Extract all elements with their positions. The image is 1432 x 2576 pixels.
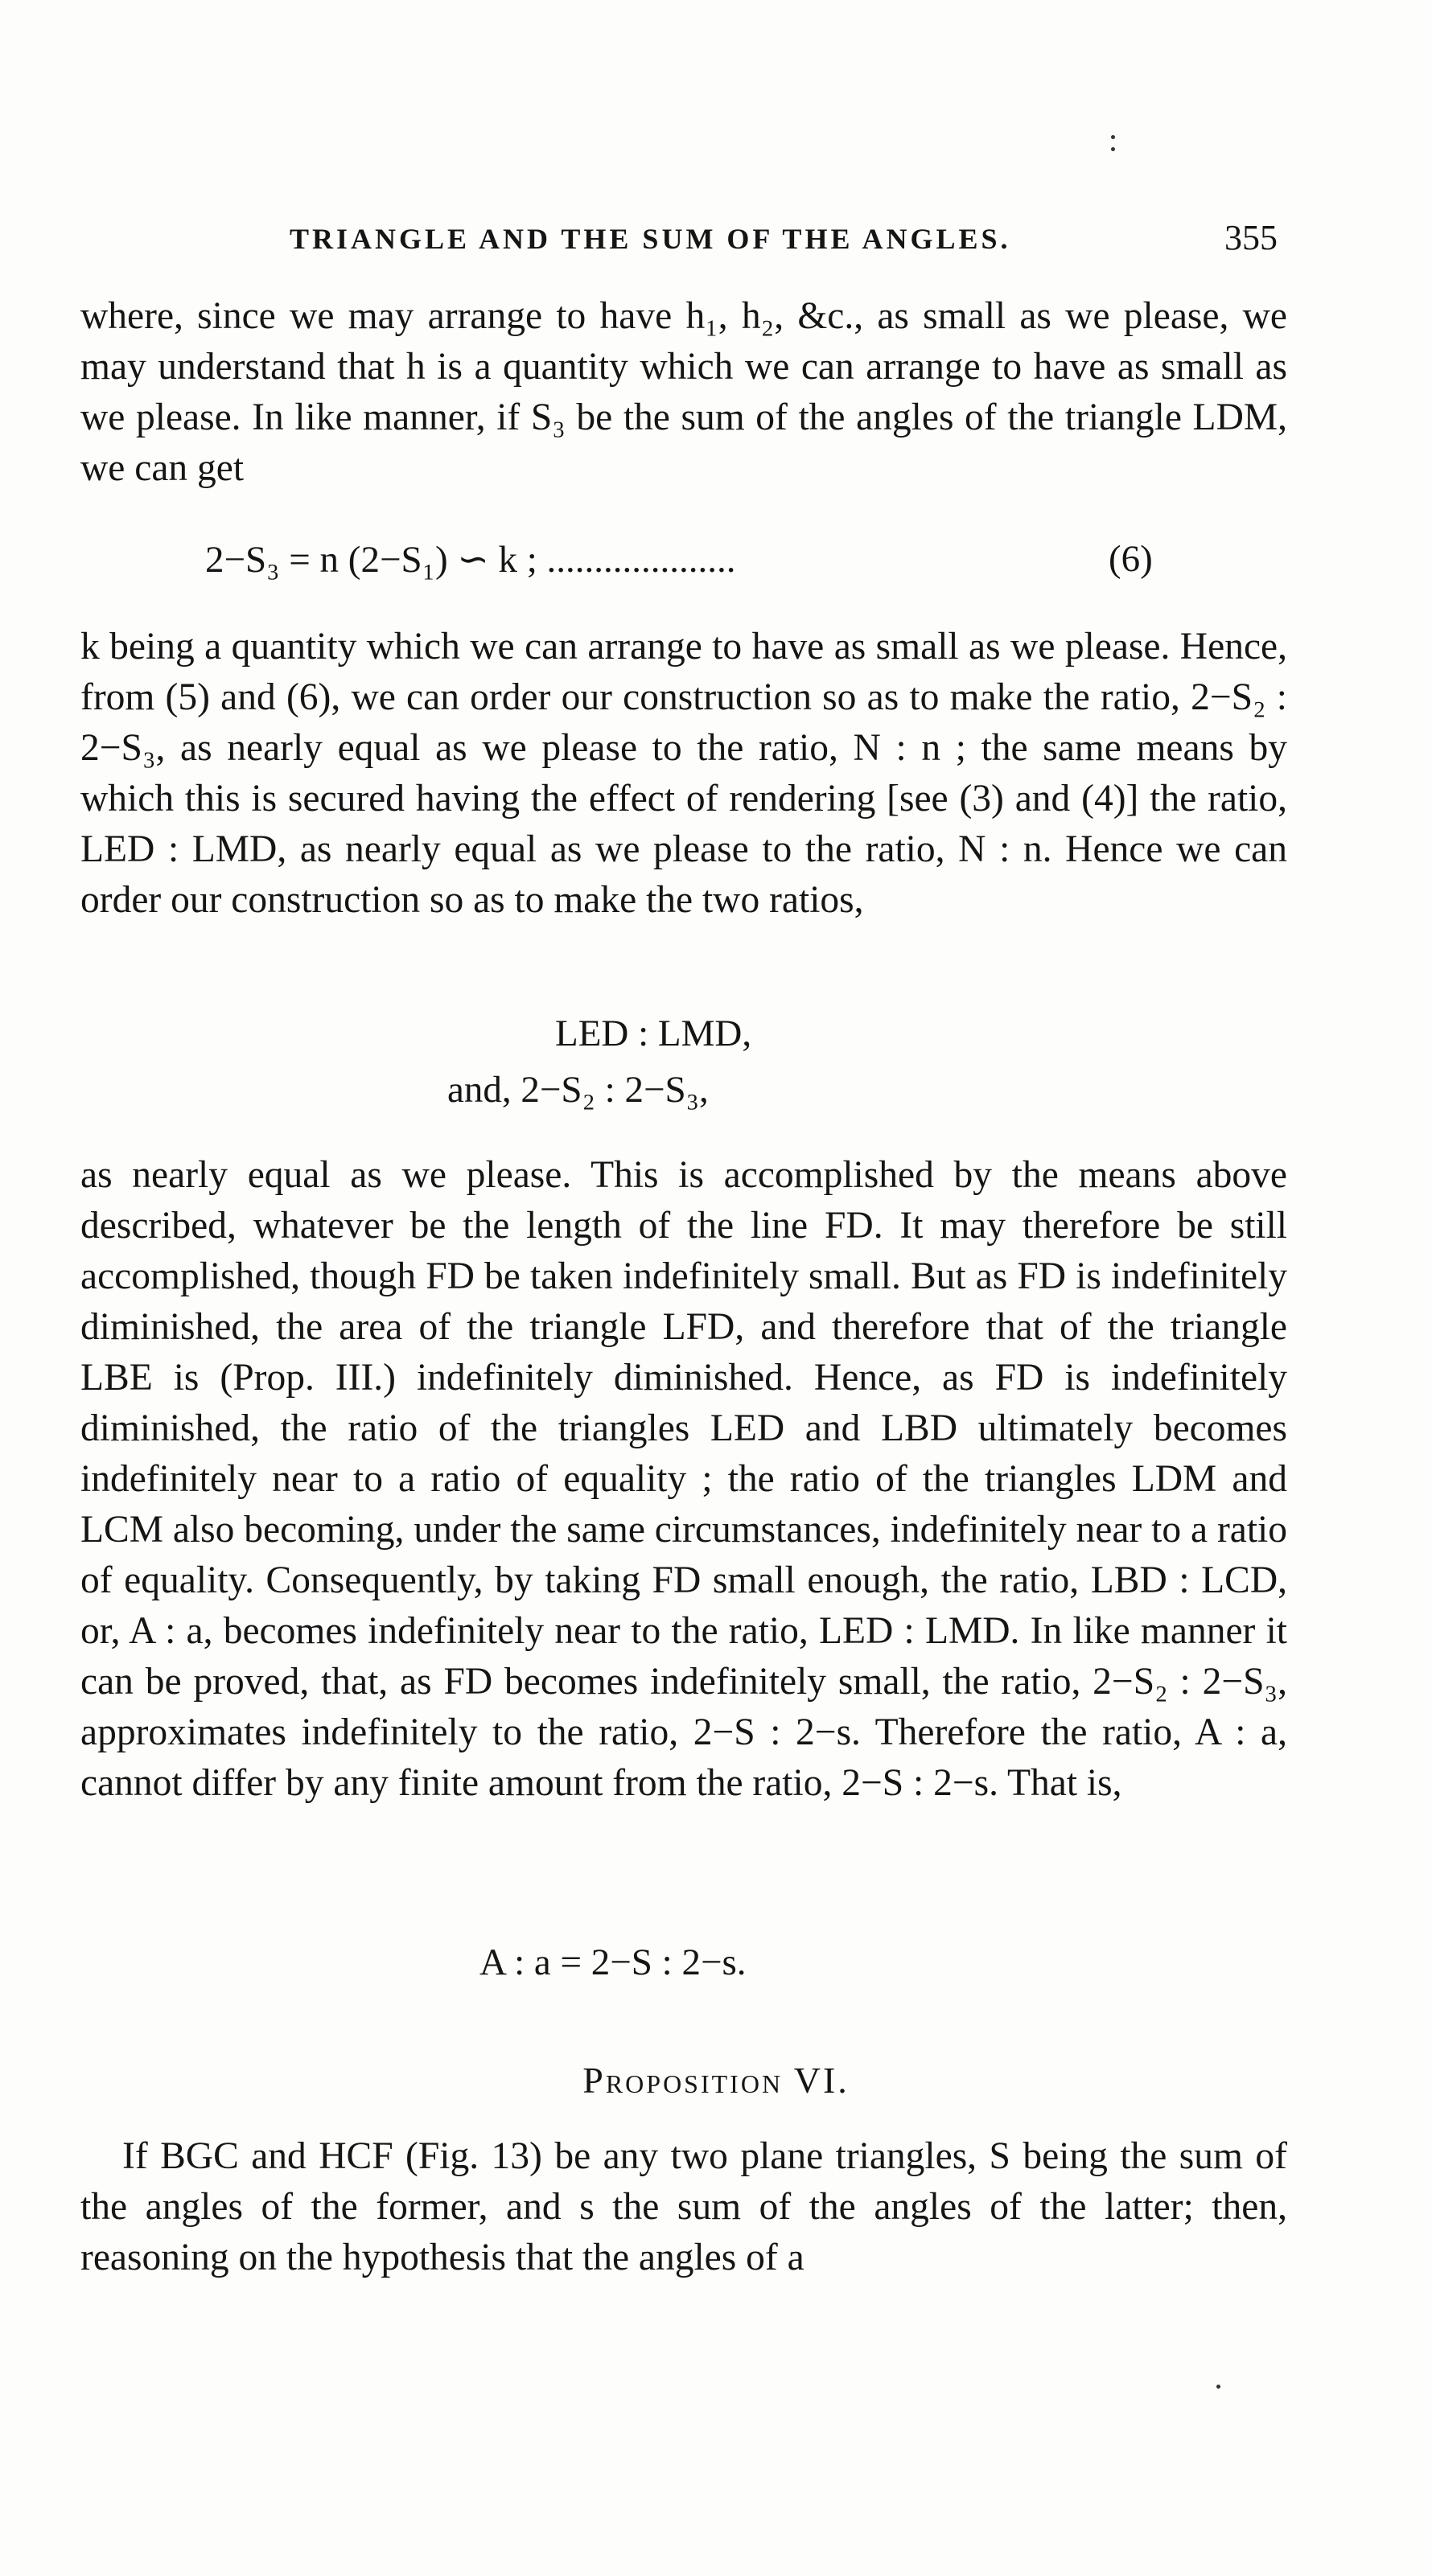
paragraph-3-text: as nearly equal as we please. This is accomplished by the means above described, whatever be the length of the line FD. It may therefore be still accomplished, though FD be taken indefinitely small. But as FD is indefinitely diminished, the area of the triangle LFD, and therefore that of the triangle LBE is (Prop. III.) indefinitely diminished. Hence, as FD is indefinitely diminished, the ratio of the triangles LED and LBD ultimately becomes indefinitely near to a ratio of equality ; the ratio of the triangles LDM and LCM also becoming, under the same circumstances, indefinitely near to a ratio of equality. Consequently, by taking FD small enough, the ratio, LBD : LCD, or, A : a, becomes indefinitely near to the ratio, LED : LMD. In like manner it can be proved, that, as FD becomes indefinitely small, the ratio, 2−S₂ : 2−S₃, approximates indefinitely to the ratio, 2−S : 2−s. Therefore the ratio, A : a, cannot differ by any finite amount from the ratio, 2−S : 2−s. That is, (80, 1154, 1287, 1804)
final-equation: A : a = 2−S : 2−s. (479, 1941, 747, 1983)
equation-6-number: (6) (1109, 538, 1153, 580)
paragraph-3 (80, 1150, 1287, 1809)
page-header (80, 217, 1287, 265)
bottom-speck (1216, 2385, 1220, 2389)
paragraph-2 (80, 622, 1287, 926)
proposition-paragraph (80, 2131, 1287, 2283)
top-speck (1111, 147, 1115, 151)
running-head: TRIANGLE AND THE SUM OF THE ANGLES. (290, 223, 1011, 255)
top-speck (1111, 135, 1115, 139)
proposition-text: If BGC and HCF (Fig. 13) be any two plane triangles, S being the sum of the angles of the former, and s the sum of the angles of the latter; then, reasoning on the hypothesis that the angles of a (80, 2135, 1287, 2278)
page-number: 355 (1224, 218, 1278, 257)
paragraph-1-text: where, since we may arrange to have h₁, h₂, &c., as small as we please, we may understand that h is a quantity which we can arrange to have as small as we please. In like manner, if S₃ be the sum of the angles of the triangle LDM, we can get (80, 295, 1287, 489)
proposition-heading: Proposition VI. (582, 2060, 850, 2101)
paragraph-2-text: k being a quantity which we can arrange to have as small as we please. Hence, from (5) and (6), we can order our construction so as to make the ratio, 2−S₂ : 2−S₃, as nearly equal as we please to the ratio, N : n ; the same means by which this is secured having the effect of rendering [see (3) and (4)] the ratio, LED : LMD, as nearly equal as we please to the ratio, N : n. Hence we can order our construction so as to make the two ratios, (80, 626, 1287, 921)
ratio-line-1: LED : LMD, (555, 1013, 752, 1054)
paragraph-1 (80, 291, 1287, 494)
ratio-line-2: and, 2−S₂ : 2−S₃, (447, 1069, 709, 1111)
equation-6: 2−S₃ = n (2−S₁) ∽ k ; .................... (205, 539, 736, 581)
